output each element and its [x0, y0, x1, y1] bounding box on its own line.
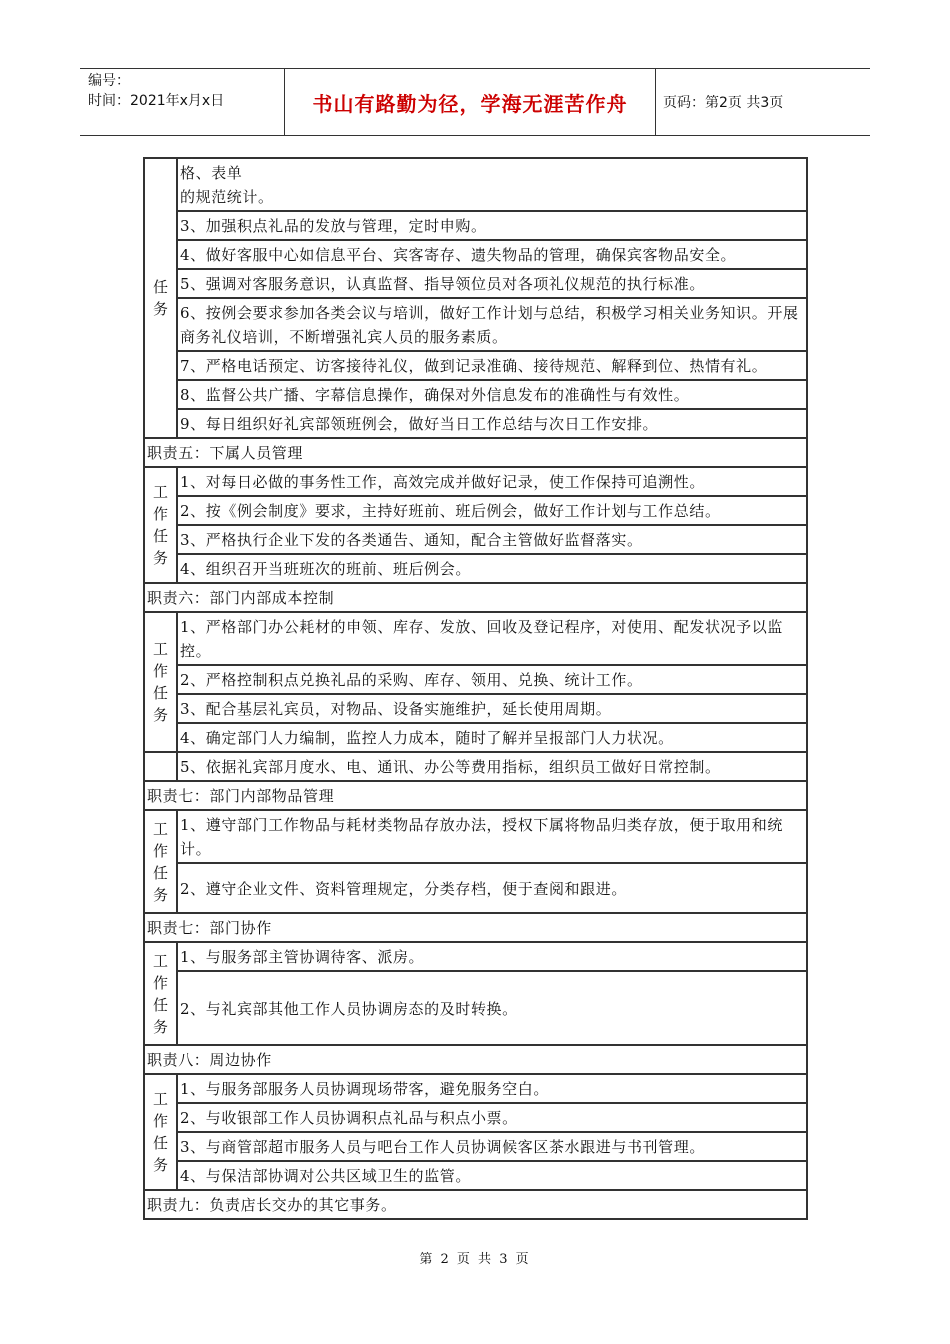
task-item: 1、与服务部主管协调待客、派房。 [180, 948, 425, 966]
task-item: 3、配合基层礼宾员，对物品、设备实施维护，延长使用周期。 [178, 693, 806, 722]
header-motto: 书山有路勤为径，学海无涯苦作舟 [312, 91, 628, 116]
task-item: 6、按例会要求参加各类会议与培训，做好工作计划与总结，积极学习相关业务知识。开展商务礼仪培训，不断增强礼宾人员的服务素质。 [178, 297, 806, 350]
task-item: 3、加强积点礼品的发放与管理，定时申购。 [178, 210, 806, 239]
task-label: 工作任务 [145, 613, 178, 751]
task-label: 任务 [145, 159, 178, 437]
task-section [145, 809, 806, 912]
task-item: 8、监督公共广播、字幕信息操作，确保对外信息发布的准确性与有效性。 [178, 379, 806, 408]
task-section [145, 941, 806, 1044]
responsibility-title: 职责八：周边协作 [145, 1044, 806, 1073]
responsibility-title: 职责九：负责店长交办的其它事务。 [145, 1189, 806, 1218]
task-item: 2、与礼宾部其他工作人员协调房态的及时转换。 [178, 970, 806, 1044]
task-section [145, 611, 806, 751]
task-label: 工作任务 [145, 1075, 178, 1189]
task-item: 1、对每日必做的事务性工作，高效完成并做好记录，使工作保持可追溯性。 [180, 473, 705, 491]
task-item: 4、确定部门人力编制，监控人力成本，随时了解并呈报部门人力状况。 [178, 722, 806, 751]
task-item: 2、与收银部工作人员协调积点礼品与积点小票。 [178, 1102, 806, 1131]
task-item: 1、遵守部门工作物品与耗材类物品存放办法，授权下属将物品归类存放，便于取用和统计。 [180, 816, 783, 858]
responsibility-title: 职责六：部门内部成本控制 [145, 582, 806, 611]
task-item: 4、组织召开当班班次的班前、班后例会。 [178, 553, 806, 582]
task-item: 4、做好客服中心如信息平台、宾客寄存、遗失物品的管理，确保宾客物品安全。 [178, 239, 806, 268]
task-item: 1、严格部门办公耗材的申领、库存、发放、回收及登记程序，对使用、配发状况予以监控。 [180, 618, 783, 660]
task-item: 3、与商管部超市服务人员与吧台工作人员协调候客区茶水跟进与书刊管理。 [178, 1131, 806, 1160]
doc-date: 时间：2021年x月x日 [88, 93, 225, 109]
page-header [80, 68, 870, 136]
duty-table [143, 157, 808, 1220]
task-item: 2、遵守企业文件、资料管理规定，分类存档，便于查阅和跟进。 [178, 862, 806, 912]
task-item: 5、强调对客服务意识，认真监督、指导领位员对各项礼仪规范的执行标准。 [178, 268, 806, 297]
task-label: 工作任务 [145, 811, 178, 912]
task-item: 2、按《例会制度》要求，主持好班前、班后例会，做好工作计划与工作总结。 [178, 495, 806, 524]
task-item: 5、依据礼宾部月度水、电、通讯、办公等费用指标，组织员工做好日常控制。 [180, 758, 721, 776]
task-item: 9、每日组织好礼宾部领班例会，做好当日工作总结与次日工作安排。 [178, 408, 806, 437]
task-section [145, 1073, 806, 1189]
task-item: 1、与服务部服务人员协调现场带客，避免服务空白。 [180, 1080, 549, 1098]
task-item: 2、严格控制积点兑换礼品的采购、库存、领用、兑换、统计工作。 [178, 664, 806, 693]
task-section [145, 751, 806, 780]
doc-number: 编号： [88, 73, 130, 89]
header-meta [88, 71, 284, 135]
task-item: 7、严格电话预定、访客接待礼仪，做到记录准确、接待规范、解释到位、热情有礼。 [178, 350, 806, 379]
empty-label-cell [145, 753, 178, 780]
header-divider [655, 69, 656, 135]
task-label: 工作任务 [145, 943, 178, 1044]
task-section [145, 159, 806, 437]
header-page-number: 页码：第2页 共3页 [663, 95, 784, 111]
responsibility-title: 职责七：部门内部物品管理 [145, 780, 806, 809]
task-section [145, 466, 806, 582]
task-item: 格、表单 的规范统计。 [180, 164, 274, 206]
task-item: 4、与保洁部协调对公共区域卫生的监管。 [178, 1160, 806, 1189]
task-label: 工作任务 [145, 468, 178, 582]
responsibility-title: 职责七：部门协作 [145, 912, 806, 941]
task-item: 3、严格执行企业下发的各类通告、通知，配合主管做好监督落实。 [178, 524, 806, 553]
responsibility-title: 职责五：下属人员管理 [145, 437, 806, 466]
page-footer: 第 2 页 共 3 页 [419, 1252, 531, 1267]
